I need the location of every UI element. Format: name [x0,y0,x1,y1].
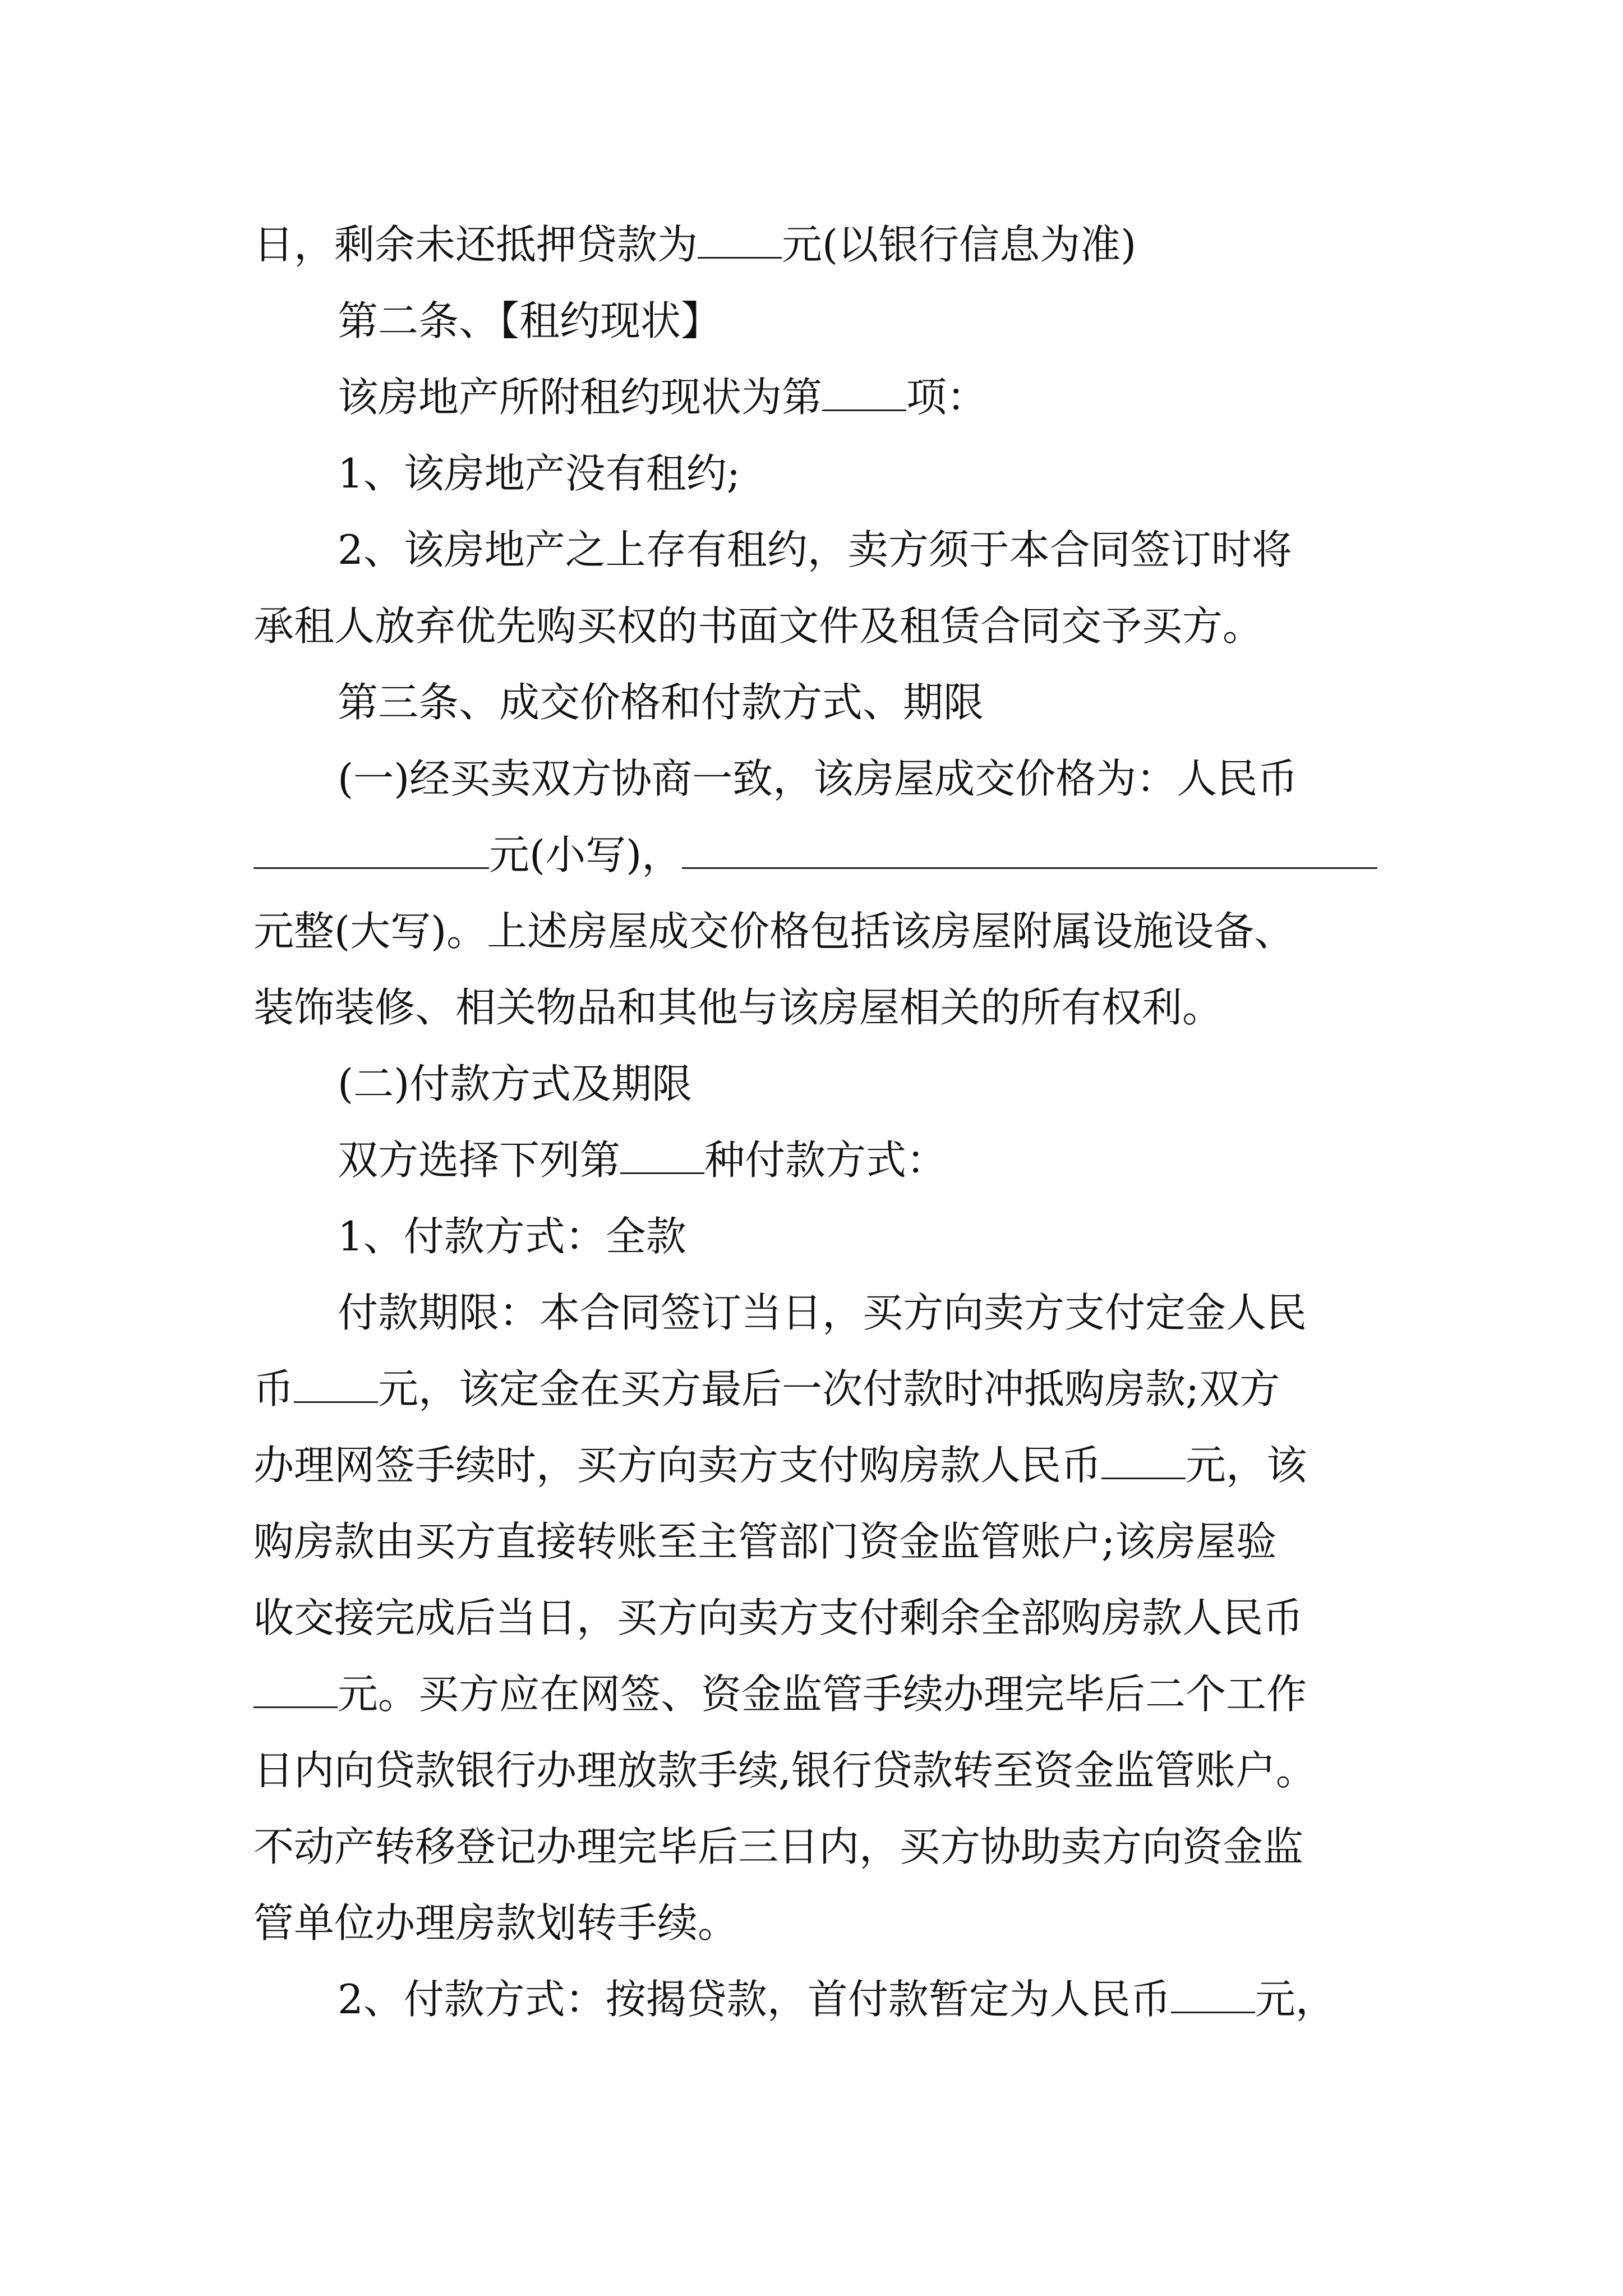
subsection-heading-payment: (二)付款方式及期限 [338,1060,693,1107]
text-line: 付款期限：本合同签订当日，买方向卖方支付定金人民 [338,1289,1307,1336]
section-heading-price: 第三条、成交价格和付款方式、期限 [338,679,984,726]
text-line: 1、付款方式：全款 [338,1213,686,1260]
fill-blank [1101,1444,1186,1479]
text-line: 双方选择下列第 种付款方式： [338,1137,947,1184]
text-line: 1、该房地产没有租约; [338,450,741,497]
text-line: 元。买方应在网签、资金监管手续办理完毕后二个工作 [253,1656,1409,1732]
document-page [253,206,1409,2037]
text-line: 装饰装修、相关物品和其他与该房屋相关的所有权利。 [253,984,1223,1031]
text-line: 该房地产所附租约现状为第 项： [338,374,988,421]
text-line: 不动产转移登记办理完毕后三日内，买方协助卖方向资金监 [253,1823,1304,1870]
text-line: (一)经买卖双方协商一致，该房屋成交价格为：人民币 [338,755,1298,802]
text-line: 2、付款方式：按揭贷款，首付款暂定为人民币 元， [338,1976,1336,2023]
fill-blank-amount-words [682,834,1377,869]
fill-blank [620,1139,704,1174]
fill-blank [1171,1978,1255,2013]
text-line: 办理网签手续时，买方向卖方支付购房款人民币 元，该 [253,1442,1307,1489]
text-line: 2、该房地产之上存有租约，卖方须于本合同签订时将 [338,526,1292,573]
text-line: 元(小写)， [253,817,1409,893]
text-line: 日，剩余未还抵押贷款为 元(以银行信息为准) [253,221,1137,268]
fill-blank-amount [253,834,489,869]
text-line: 收交接完成后当日，买方向卖方支付剩余全部购房款人民币 [253,1594,1304,1641]
text-line: 管单位办理房款划转手续。 [253,1899,739,1947]
fill-blank [253,1673,338,1708]
fill-blank [698,223,782,259]
fill-blank [822,376,906,411]
text-line: 日内向贷款银行办理放款手续,银行贷款转至资金监管账户。 [253,1747,1316,1794]
text-line: 承租人放弃优先购买权的书面文件及租赁合同交予买方。 [253,602,1264,650]
text-line: 元整(大写)。上述房屋成交价格包括该房屋附属设施设备、 [253,908,1295,955]
text-line: 购房款由买方直接转账至主管部门资金监管账户;该房屋验 [253,1518,1277,1565]
section-heading-lease: 第二条、【租约现状】 [338,297,722,344]
text-line: 币 元，该定金在买方最后一次付款时冲抵购房款;双方 [253,1365,1280,1412]
fill-blank [294,1368,378,1403]
